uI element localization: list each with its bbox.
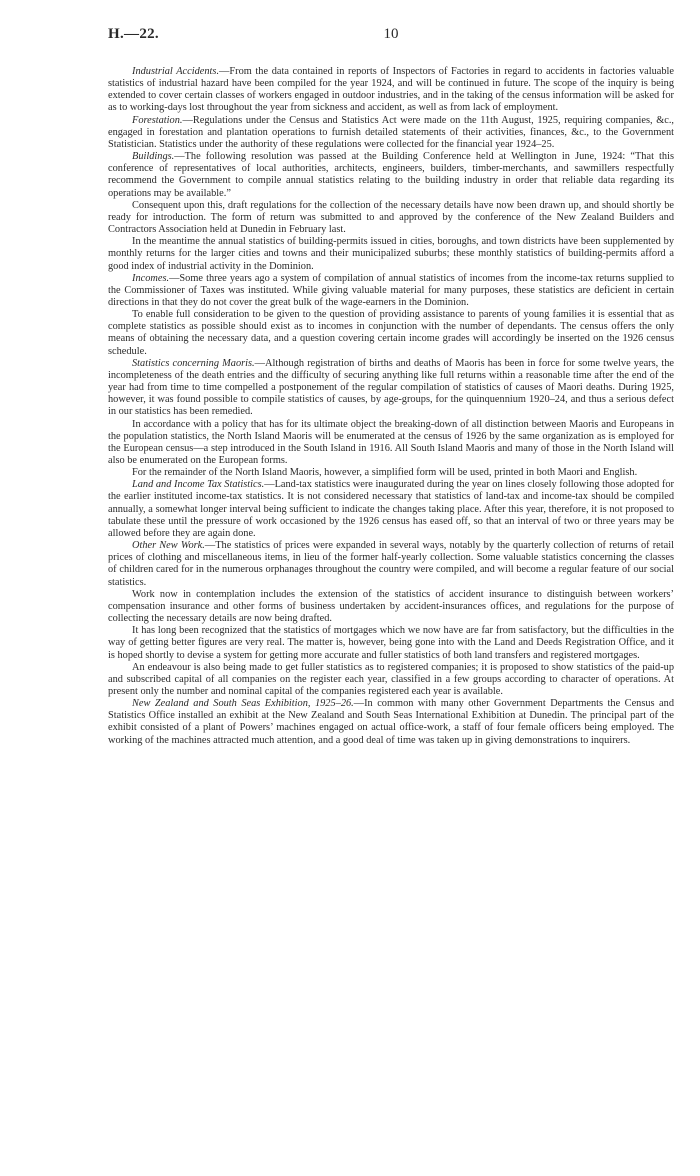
paragraph-text: —Some three years ago a system of compilation of annual statistics of incomes from the income-tax returns supplied to the Commissioner of Taxes was instituted. While giving valuable material for many purposes, these statistics are deficient in certain directions in that they do not cover the great bulk of the wage-earners in the Dominion. (108, 272, 674, 308)
paragraph-forestation (108, 115, 674, 151)
section-heading: Land and Income Tax Statistics. (132, 479, 265, 491)
paragraph-text: In accordance with a policy that has for its ultimate object the breaking-down of all distinction between Maoris and Europeans in the population statistics, the North Island Maoris will be enumerated at the census of 1926 by the same organization as is employed for the European census—a step introduced in the South Island in 1916. All South Island Maoris and many of those in the North Island will also be enumerated on the European forms. (108, 418, 674, 466)
paragraph-incomes (108, 273, 674, 309)
paragraph-companies (108, 662, 674, 698)
paragraph-text: It has long been recognized that the statistics of mortgages which we now have are far from satisfactory, but the difficulties in the way of getting better figures are very real. The matter is, however, being gone into with the Land and Deeds Registration Office, and it is hoped shortly to devise a system for getting more accurate and fuller statistics of both land transfers and registered mortgages. (108, 625, 674, 661)
paragraph-text: —From the data contained in reports of Inspectors of Factories in regard to accidents in factories valuable statistics of industrial hazard have been compiled for the year 1924, and will be continued in future. The scope of the inquiry is being extended to cover certain classes of workers engaged in outdoor industries, and in the taking of the census information will be asked for as to working-days lost throughout the year from sickness and accident, as well as from lack of employment. (108, 66, 675, 114)
document-reference: H.—22. (108, 26, 159, 42)
paragraph-text: —In common with many other Government Departments the Census and Statistics Office installed an exhibit at the New Zealand and South Seas International Exhibition at Dunedin. The principal part of the exhibit consisted of a plant of Powers’ machines engaged on actual office-work, a staff of four female officers being employed. The working of the machines attracted much attention, and a good deal of time was taken up in giving demonstrations to inquirers. (108, 698, 674, 746)
paragraph-text: Consequent upon this, draft regulations for the collection of the necessary details have now been drawn up, and should shortly be ready for introduction. The form of return was submitted to and approved by the conference of the New Zealand Builders and Contractors Association held at Dunedin in February last. (108, 199, 674, 236)
paragraph-text: —Regulations under the Census and Statistics Act were made on the 11th August, 1925, requiring companies, &c., engaged in forestation and plantation operations to furnish detailed statements of their activities, finances, &c., to the Government Statistician. Statistics under the authority of these regulations were collected for the financial year 1924–25. (108, 114, 674, 150)
paragraph-text: An endeavour is also being made to get fuller statistics as to registered companies; it is proposed to show statistics of the paid-up and subscribed capital of all companies on the register each year, classified in a few groups according to character of operations. At present only the number and nominal capital of the companies registered each year is available. (108, 661, 674, 697)
body-text (108, 66, 674, 747)
paragraph-other-new-work (108, 540, 674, 589)
paragraph-maoris-census (108, 419, 674, 468)
paragraph-text: For the remainder of the North Island Maoris, however, a simplified form will be used, printed in both Maori and English. (132, 467, 638, 479)
paragraph-accident-insurance (108, 589, 674, 625)
page-number: 10 (383, 26, 399, 42)
section-heading: Incomes. (132, 272, 170, 284)
paragraph-incomes-census (108, 309, 674, 358)
paragraph-text: —Although registration of births and deaths of Maoris has been in force for some twelve years, the incompleteness of the death entries and the difficulty of securing anything like full returns within a reasonable time after the end of the year had from time to time compelled a postponement of the regular compilation of statistics of causes of Maori deaths. During 1925, however, it was found possible to compile statistics of causes, by age-groups, for the quinquennium 1920–24, and thus a serious defect in our statistics has been remedied. (108, 357, 674, 418)
paragraph-industrial-accidents (108, 66, 674, 115)
paragraph-buildings-regulations (108, 200, 674, 236)
paragraph-maoris-form (108, 467, 674, 479)
paragraph-text: —The following resolution was passed at the Building Conference held at Wellington in June, 1924: “That this conference of representatives of local authorities, architects, engineers, builders, timber-merchants, and sawmillers respectfully recommend the Government to compile annual statistics relating to the building industry in order that reliable data regarding its operations may be available.” (108, 151, 674, 199)
paragraph-text: —The statistics of prices were expanded in several ways, notably by the quarterly collection of returns of retail prices of clothing and miscellaneous items, in lieu of the former half-yearly collection. Some valuable statistics concerning the classes of children cared for in the numerous orphanages throughout the country were compiled, and will become a regular feature of our social statistics. (108, 540, 674, 588)
section-heading: New Zealand and South Seas Exhibition, 1925–26. (132, 698, 354, 710)
paragraph-land-income-tax (108, 479, 674, 540)
paragraph-buildings (108, 151, 674, 200)
section-heading: Other New Work. (132, 540, 205, 552)
paragraph-text: —Land-tax statistics were inaugurated during the year on lines closely following those adopted for the earlier instituted income-tax statistics. It is not considered necessary that statistics of land-tax and income-tax should be compiled annually, a somewhat longer interval being sufficient to indicate the changes taking place. After this year, therefore, it is not proposed to tabulate these until the pressure of work occasioned by the 1926 census has eased off, so that an interval of two or three years may be allowed before they are again done. (108, 479, 674, 539)
paragraph-text: Work now in contemplation includes the extension of the statistics of accident insurance to distinguish between workers’ compensation insurance and other forms of business undertaken by accident-insurances offices, and regulations for the purpose of collecting the necessary details are now being drafted. (108, 588, 674, 625)
paragraph-mortgages (108, 625, 674, 661)
paragraph-text: In the meantime the annual statistics of building-permits issued in cities, boroughs, and town districts have been supplemented by monthly returns for the larger cities and towns and their municipalized suburbs; these monthly statistics of building-permits afford a good index of industrial activity in the Dominion. (108, 236, 674, 272)
section-heading: Forestation. (132, 114, 183, 126)
page-header (108, 26, 674, 48)
paragraph-maoris (108, 358, 674, 419)
paragraph-exhibition (108, 698, 674, 747)
paragraph-text: To enable full consideration to be given to the question of providing assistance to parents of young families it is essential that as complete statistics as possible should exist as to incomes in conjunction with the number of dependants. The census offers the only means of obtaining the necessary data, and a question covering certain income grades will accordingly be inserted on the 1926 census schedule. (108, 309, 674, 357)
section-heading: Industrial Accidents. (132, 66, 220, 77)
paragraph-building-permits (108, 236, 674, 272)
section-heading: Statistics concerning Maoris. (132, 357, 255, 369)
section-heading: Buildings. (132, 151, 175, 163)
